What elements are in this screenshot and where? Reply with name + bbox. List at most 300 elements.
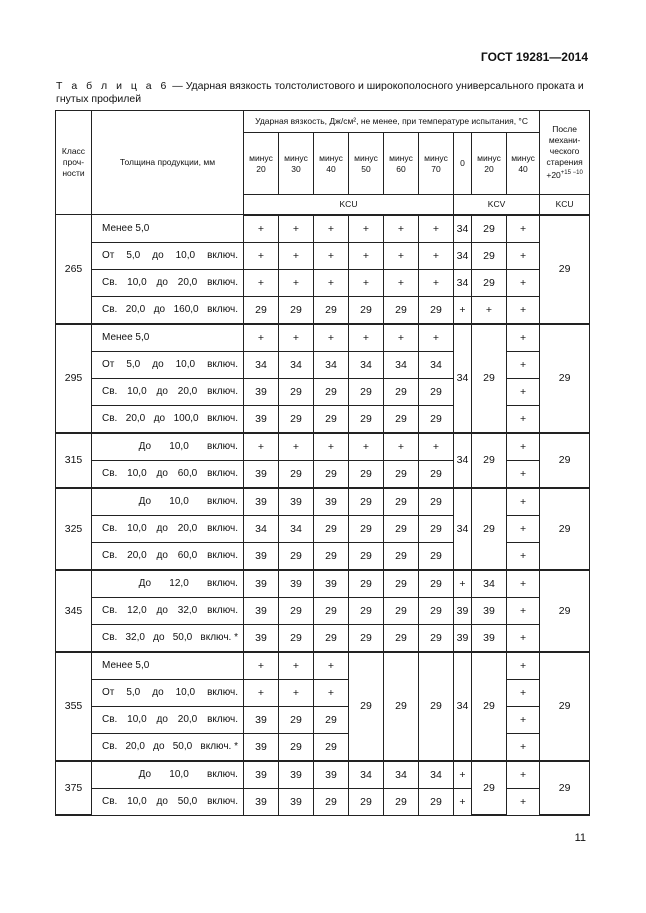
table-row [56, 324, 590, 352]
thickness-part: 5,0 [126, 250, 141, 261]
value-cell: + [244, 242, 279, 269]
value-cell: 34 [279, 351, 314, 378]
value-cell: + [244, 652, 279, 680]
aging-value: 29 [540, 570, 590, 652]
thickness-cell [92, 570, 244, 598]
thickness-part: включ. [207, 714, 238, 725]
value-cell: + [507, 405, 540, 433]
value-cell: + [384, 215, 419, 243]
value-cell: 29 [384, 378, 419, 405]
thickness-part: До [138, 769, 152, 780]
thickness-cell [92, 269, 244, 296]
value-cell: 39 [314, 761, 349, 789]
thickness-part: до [156, 605, 168, 616]
table-row [56, 733, 590, 761]
value-cell: 29 [279, 706, 314, 733]
value-cell: 29 [314, 296, 349, 324]
value-cell: 29 [419, 460, 454, 488]
table-row [56, 515, 590, 542]
value-cell: + [472, 296, 507, 324]
thickness-cell [92, 488, 244, 516]
value-cell: + [419, 242, 454, 269]
table-row [56, 296, 590, 324]
header-temp: минус 40 [314, 133, 349, 195]
value-cell: 29 [314, 788, 349, 815]
thickness-range [97, 796, 243, 807]
thickness-part: включ. [207, 605, 238, 616]
value-cell: 39 [244, 570, 279, 598]
value-cell: + [279, 433, 314, 461]
strength-class: 265 [56, 215, 92, 324]
header-temp: минус 60 [384, 133, 419, 195]
thickness-part: 50,0 [172, 632, 193, 643]
value-cell: 29 [244, 296, 279, 324]
value-cell: 39 [244, 460, 279, 488]
thickness-range [97, 496, 243, 507]
thickness-cell [92, 324, 244, 352]
thickness-part: 20,0 [177, 714, 198, 725]
thickness-part: Менее 5,0 [102, 332, 150, 343]
header-temp: минус 50 [349, 133, 384, 195]
thickness-part: 12,0 [127, 605, 147, 616]
value-cell: + [314, 679, 349, 706]
thickness-range [97, 359, 243, 370]
table-row [56, 215, 590, 243]
value-cell: + [507, 215, 540, 243]
value-cell: 39 [244, 542, 279, 570]
value-cell: 39 [472, 597, 507, 624]
value-cell: 34 [244, 515, 279, 542]
thickness-range [97, 468, 243, 479]
aging-temp: +20 [546, 169, 561, 180]
table-row [56, 570, 590, 598]
header-kcv: KCV [454, 195, 540, 215]
value-cell: + [279, 652, 314, 680]
thickness-part: 10,0 [169, 496, 189, 507]
value-cell: + [349, 324, 384, 352]
value-cell: 29 [384, 405, 419, 433]
thickness-part: 10,0 [127, 277, 147, 288]
thickness-part: До [138, 578, 152, 589]
thickness-part: 10,0 [127, 468, 147, 479]
value-cell: + [507, 296, 540, 324]
thickness-part: 20,0 [177, 277, 198, 288]
value-cell: 29 [349, 460, 384, 488]
table-row [56, 488, 590, 516]
thickness-part: включ. [207, 250, 238, 261]
thickness-range [97, 578, 243, 589]
value-cell: 29 [279, 405, 314, 433]
value-cell: 29 [279, 378, 314, 405]
value-cell: 29 [279, 624, 314, 652]
value-cell: 39 [244, 788, 279, 815]
thickness-part: Св. [102, 468, 118, 479]
value-cell: + [279, 679, 314, 706]
thickness-part: включ. [207, 550, 238, 561]
table-row [56, 542, 590, 570]
table-caption [56, 80, 590, 106]
caption-text: — Ударная вязкость толстолистового и широкополосного универсального проката и гнутых профилей [56, 80, 584, 105]
value-cell: + [454, 296, 472, 324]
thickness-part: Св. [102, 277, 118, 288]
table-row [56, 460, 590, 488]
thickness-range [97, 769, 243, 780]
aging-value: 29 [540, 488, 590, 570]
thickness-cell [92, 460, 244, 488]
value-cell: 29 [279, 296, 314, 324]
value-cell: + [244, 269, 279, 296]
thickness-cell [92, 788, 244, 815]
thickness-cell [92, 624, 244, 652]
thickness-part: 10,0 [127, 796, 147, 807]
value-cell: 29 [384, 460, 419, 488]
value-cell: 29 [349, 624, 384, 652]
kcv0-value: 34 [454, 488, 472, 570]
merged-value: 29 [419, 652, 454, 761]
thickness-part: 160,0 [173, 304, 199, 315]
value-cell: 39 [314, 488, 349, 516]
value-cell: 29 [314, 706, 349, 733]
thickness-part: От [102, 250, 115, 261]
impact-toughness-table [55, 110, 590, 816]
value-cell: 29 [384, 788, 419, 815]
thickness-part: 20,0 [125, 304, 146, 315]
value-cell: 39 [244, 405, 279, 433]
thickness-part: включ. [207, 523, 238, 534]
thickness-part: 10,0 [175, 687, 196, 698]
header-kcu: KCU [244, 195, 454, 215]
thickness-part: включ. [207, 687, 238, 698]
value-cell: 29 [314, 378, 349, 405]
value-cell: 29 [384, 542, 419, 570]
value-cell: + [419, 433, 454, 461]
value-cell: + [507, 706, 540, 733]
value-cell: 29 [279, 733, 314, 761]
aging-tol: +15 −10 [560, 170, 583, 177]
value-cell: 29 [349, 378, 384, 405]
thickness-part: до [156, 277, 168, 288]
thickness-part: включ. [207, 441, 238, 452]
value-cell: + [349, 215, 384, 243]
thickness-part: 20,0 [125, 741, 145, 752]
kcv20-value: 29 [472, 324, 507, 433]
value-cell: + [419, 215, 454, 243]
value-cell: 29 [349, 570, 384, 598]
value-cell: 34 [419, 351, 454, 378]
document-header: ГОСТ 19281—2014 [480, 50, 588, 64]
value-cell: 29 [384, 597, 419, 624]
thickness-part: Менее 5,0 [102, 660, 150, 671]
value-cell: + [507, 488, 540, 516]
value-cell: 29 [384, 488, 419, 516]
page-number: 11 [574, 832, 586, 844]
value-cell: + [419, 269, 454, 296]
value-cell: 29 [314, 515, 349, 542]
value-cell: + [507, 761, 540, 789]
thickness-part: 12,0 [169, 578, 189, 589]
thickness-part: 50,0 [177, 796, 198, 807]
value-cell: + [349, 242, 384, 269]
thickness-part: 10,0 [175, 359, 196, 370]
thickness-part: 50,0 [172, 741, 193, 752]
kcv20-value: 29 [472, 433, 507, 488]
thickness-part: От [102, 359, 115, 370]
value-cell: 39 [314, 570, 349, 598]
thickness-cell [92, 405, 244, 433]
table-row [56, 433, 590, 461]
value-cell: 29 [419, 597, 454, 624]
thickness-part: 32,0 [125, 632, 145, 643]
thickness-part: до [153, 632, 165, 643]
thickness-part: включ. [207, 413, 238, 424]
value-cell: + [507, 324, 540, 352]
thickness-part: 5,0 [126, 687, 141, 698]
value-cell: 39 [454, 624, 472, 652]
value-cell: 39 [279, 488, 314, 516]
value-cell: 29 [472, 215, 507, 243]
value-cell: 29 [314, 460, 349, 488]
table-row [56, 351, 590, 378]
table-row [56, 597, 590, 624]
value-cell: + [244, 324, 279, 352]
table-row [56, 405, 590, 433]
thickness-range [97, 632, 243, 643]
thickness-range [97, 605, 243, 616]
kcv0-value: 34 [454, 324, 472, 433]
value-cell: 29 [419, 515, 454, 542]
value-cell: 34 [244, 351, 279, 378]
header-kcu-aging: KCU [540, 195, 590, 215]
thickness-part: 60,0 [177, 550, 198, 561]
thickness-cell [92, 296, 244, 324]
thickness-range [97, 332, 243, 343]
value-cell: + [279, 269, 314, 296]
thickness-part: до [153, 741, 165, 752]
value-cell: 29 [349, 296, 384, 324]
thickness-cell [92, 733, 244, 761]
header-temp: минус 30 [279, 133, 314, 195]
thickness-part: до [152, 250, 164, 261]
value-cell: 34 [384, 351, 419, 378]
value-cell: 34 [384, 761, 419, 789]
thickness-cell [92, 351, 244, 378]
value-cell: + [507, 242, 540, 269]
value-cell: 39 [279, 570, 314, 598]
after-aging-label: После механи- ческого старения [546, 124, 583, 168]
aging-value: 29 [540, 215, 590, 324]
kcv20-value: 29 [472, 488, 507, 570]
value-cell: 34 [419, 761, 454, 789]
value-cell: 34 [279, 515, 314, 542]
table-row [56, 269, 590, 296]
value-cell: + [507, 733, 540, 761]
value-cell: + [507, 597, 540, 624]
thickness-part: включ. [207, 468, 238, 479]
thickness-part: Св. [102, 550, 118, 561]
thickness-part: включ. [207, 304, 238, 315]
thickness-part: 60,0 [177, 468, 198, 479]
thickness-range [97, 687, 243, 698]
value-cell: + [314, 215, 349, 243]
header-temp: минус 40 [507, 133, 540, 195]
table-row [56, 378, 590, 405]
thickness-range [97, 714, 243, 725]
aging-value: 29 [540, 761, 590, 816]
value-cell: 29 [419, 570, 454, 598]
value-cell: 29 [314, 624, 349, 652]
thickness-part: От [102, 687, 115, 698]
thickness-part: включ. [207, 769, 238, 780]
value-cell: 29 [384, 570, 419, 598]
thickness-range [97, 277, 243, 288]
thickness-part: До [138, 441, 152, 452]
header-group: Ударная вязкость, Дж/см², не менее, при температуре испытания, °С [244, 111, 540, 133]
value-cell: 29 [314, 597, 349, 624]
thickness-part: до [153, 304, 166, 315]
thickness-part: 10,0 [127, 714, 147, 725]
value-cell: 29 [384, 515, 419, 542]
thickness-part: до [152, 359, 164, 370]
value-cell: + [507, 542, 540, 570]
header-temp: минус 20 [244, 133, 279, 195]
value-cell: + [507, 679, 540, 706]
thickness-part: до [156, 386, 168, 397]
thickness-range [97, 413, 243, 424]
value-cell: 29 [419, 788, 454, 815]
caption-prefix: Т а б л и ц а 6 [56, 80, 170, 92]
thickness-cell [92, 652, 244, 680]
value-cell: 34 [454, 215, 472, 243]
thickness-part: включ. [207, 796, 238, 807]
thickness-part: включ. [207, 359, 238, 370]
value-cell: + [349, 433, 384, 461]
header-temp: минус 70 [419, 133, 454, 195]
value-cell: 39 [454, 597, 472, 624]
thickness-part: 5,0 [126, 359, 141, 370]
value-cell: 34 [349, 761, 384, 789]
value-cell: + [244, 215, 279, 243]
value-cell: 39 [244, 378, 279, 405]
value-cell: + [507, 269, 540, 296]
aging-value: 29 [540, 324, 590, 433]
strength-class: 355 [56, 652, 92, 761]
value-cell: + [507, 460, 540, 488]
thickness-part: Св. [102, 413, 118, 424]
table-row [56, 652, 590, 680]
value-cell: 39 [279, 761, 314, 789]
value-cell: 29 [314, 405, 349, 433]
strength-class: 325 [56, 488, 92, 570]
value-cell: + [279, 215, 314, 243]
table-row [56, 761, 590, 789]
value-cell: + [314, 652, 349, 680]
value-cell: 39 [244, 624, 279, 652]
value-cell: + [507, 624, 540, 652]
table-row [56, 788, 590, 815]
thickness-range [97, 304, 243, 315]
merged-value: 29 [472, 652, 507, 761]
value-cell: 29 [279, 460, 314, 488]
value-cell: + [384, 324, 419, 352]
value-cell: + [279, 324, 314, 352]
value-cell: 29 [419, 488, 454, 516]
thickness-part: 10,0 [127, 386, 147, 397]
value-cell: + [314, 242, 349, 269]
thickness-part: Св. [102, 741, 118, 752]
merged-value: 29 [349, 652, 384, 761]
value-cell: 29 [349, 542, 384, 570]
thickness-range [97, 223, 243, 234]
thickness-cell [92, 378, 244, 405]
thickness-part: Св. [102, 632, 118, 643]
aging-value: 29 [540, 433, 590, 488]
thickness-part: до [156, 523, 168, 534]
thickness-cell [92, 433, 244, 461]
thickness-part: 10,0 [169, 441, 189, 452]
thickness-part: 10,0 [127, 523, 147, 534]
thickness-part: включ. * [200, 741, 238, 752]
thickness-range [97, 523, 243, 534]
value-cell: 29 [384, 624, 419, 652]
thickness-part: включ. [207, 496, 238, 507]
value-cell: 34 [454, 242, 472, 269]
value-cell: 29 [349, 488, 384, 516]
value-cell: 34 [454, 269, 472, 296]
value-cell: + [507, 570, 540, 598]
strength-class: 295 [56, 324, 92, 433]
value-cell: 29 [472, 242, 507, 269]
value-cell: 29 [314, 733, 349, 761]
thickness-cell [92, 706, 244, 733]
value-cell: 34 [349, 351, 384, 378]
value-cell: + [384, 433, 419, 461]
value-cell: + [507, 652, 540, 680]
value-cell: + [384, 242, 419, 269]
thickness-part: Св. [102, 605, 118, 616]
value-cell: 29 [349, 597, 384, 624]
header-temp: 0 [454, 133, 472, 195]
header-class: Класс проч- ности [56, 111, 92, 215]
thickness-part: Св. [102, 523, 118, 534]
value-cell: 39 [472, 624, 507, 652]
value-cell: + [314, 433, 349, 461]
value-cell: 39 [244, 488, 279, 516]
thickness-range [97, 660, 243, 671]
thickness-part: 20,0 [127, 550, 147, 561]
table-row [56, 679, 590, 706]
value-cell: + [507, 515, 540, 542]
thickness-part: Св. [102, 304, 118, 315]
thickness-cell [92, 515, 244, 542]
thickness-part: 100,0 [173, 413, 199, 424]
value-cell: 39 [244, 597, 279, 624]
merged-value: 34 [454, 652, 472, 761]
thickness-cell [92, 597, 244, 624]
thickness-range [97, 250, 243, 261]
value-cell: + [454, 761, 472, 789]
value-cell: + [314, 324, 349, 352]
value-cell: + [507, 433, 540, 461]
thickness-part: до [153, 413, 166, 424]
value-cell: + [279, 242, 314, 269]
thickness-range [97, 386, 243, 397]
thickness-part: включ. [207, 386, 238, 397]
value-cell: + [349, 269, 384, 296]
value-cell: + [244, 433, 279, 461]
value-cell: + [454, 570, 472, 598]
value-cell: 29 [472, 269, 507, 296]
thickness-part: 20,0 [125, 413, 146, 424]
